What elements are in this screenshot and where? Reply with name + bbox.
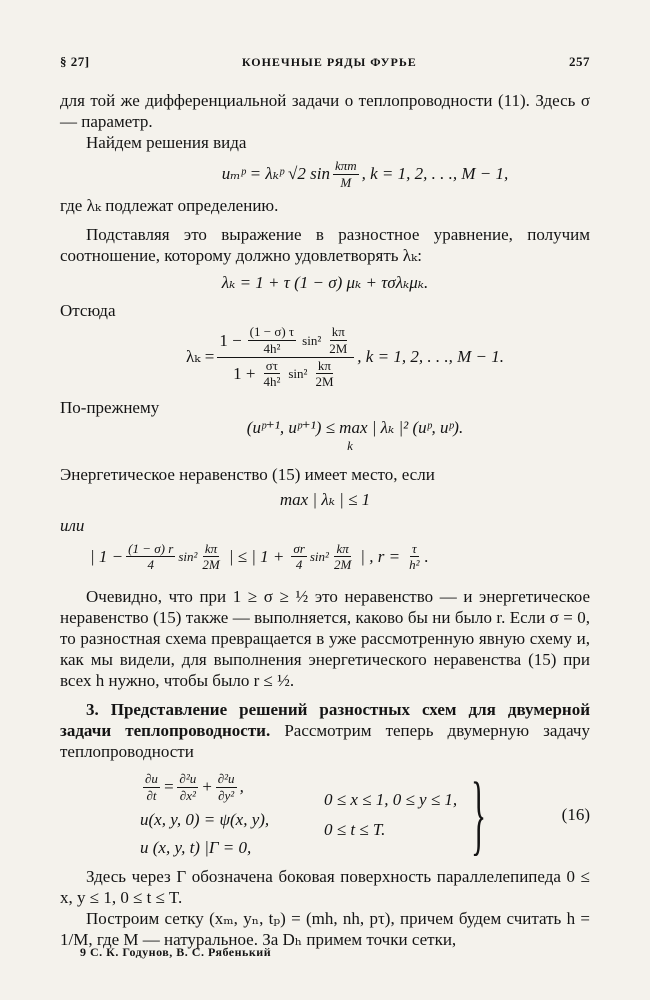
equation-3: [100, 325, 590, 389]
eq6-s1-num: kπ: [204, 540, 218, 556]
paragraph-8: или: [60, 515, 85, 535]
eq3-num-f-den: 4h²: [263, 340, 281, 356]
paragraph-12: Построим сетку (xₘ, yₙ, tₚ) = (mh, nh, pτ), причем будем считать h = 1/M, где M — натуральное. За Dₕ примем точки сетки,: [60, 909, 590, 950]
sys-frac-c: [216, 772, 237, 802]
page-number: 257: [569, 54, 590, 69]
footer-signature: 9 С. К. Годунов, В. С. Рябенький: [80, 945, 272, 959]
eq1-frac-den: M: [340, 174, 352, 190]
sys-frac-b: [177, 772, 198, 802]
sys-frac-b-den: ∂x²: [179, 787, 196, 803]
page: [60, 54, 590, 950]
eq3-den-s-num: kπ: [317, 357, 331, 373]
paragraph-5: Отсюда: [60, 301, 116, 321]
paragraph-10-text: Рассмотрим теперь двумерную задачу теплопроводности: [60, 721, 590, 762]
eq3-denominator: [231, 358, 340, 389]
eq3-num-f-num: (1 − σ) τ: [249, 324, 295, 340]
system-condition-1: 0 ≤ x ≤ 1, 0 ≤ y ≤ 1,: [324, 790, 458, 810]
eq3-num-a: 1 −: [219, 330, 242, 350]
paragraph-1: для той же дифференциальной задачи о теплопроводности (11). Здесь σ — параметр.: [60, 91, 590, 131]
eq6-s2-num: kπ: [336, 540, 349, 556]
paragraph-4: Подставляя это выражение в разностное уравнение, получим соотношение, которому должно удовлетворять λₖ:: [60, 225, 590, 266]
eq3-den-s-den: 2M: [315, 374, 334, 390]
eq6-mid: | ≤ | 1 +: [228, 546, 285, 566]
eq6-f2: [291, 542, 306, 572]
eq6-f1-num: (1 − σ) r: [128, 540, 174, 556]
sys-frac-a: [143, 772, 160, 802]
eq3-num-frac: [248, 325, 296, 355]
sys-plus: +: [201, 777, 213, 797]
eq6-f2-num: σr: [293, 540, 305, 556]
eq3-den-a: 1 +: [233, 363, 256, 383]
system-line-1: [140, 772, 320, 802]
sys-frac-c-den: ∂y²: [218, 787, 235, 803]
eq1-lhs: uₘᵖ = λₖᵖ √2 sin: [221, 164, 330, 184]
paragraph-10: [60, 699, 590, 762]
eq3-main-fraction: [217, 325, 354, 389]
eq3-num-s-num: kπ: [331, 324, 345, 340]
eq4-main: (uᵖ⁺¹, uᵖ⁺¹) ≤ max | λₖ |² (uᵖ, uᵖ).: [246, 417, 464, 437]
eq6-s2: [332, 542, 353, 572]
paragraph-3: где λₖ подлежат определению.: [60, 196, 279, 216]
eq6-dot: .: [424, 546, 429, 566]
eq6-f2-den: 4: [295, 557, 303, 573]
system-line-3: u (x, y, t) |Γ = 0,: [140, 838, 252, 858]
equation-number: (16): [561, 805, 590, 825]
sys-frac-c-num: ∂²u: [217, 770, 235, 786]
eq6-s1: [200, 542, 221, 572]
section-marker: § 27]: [60, 54, 90, 69]
running-header: [60, 54, 590, 70]
paragraph-6: По-прежнему: [60, 397, 160, 417]
sys-frac-a-num: ∂u: [145, 770, 158, 786]
eq1-frac-num: kπm: [334, 158, 357, 173]
eq6-r: [407, 542, 421, 572]
sys-frac-b-num: ∂²u: [179, 770, 197, 786]
eq3-den-frac: [261, 359, 282, 389]
equation-4: [120, 418, 590, 454]
right-brace: }: [471, 765, 487, 865]
section-heading-3: 3. Представление решений разностных схем для двумерной задачи теплопроводности.: [60, 700, 590, 741]
eq6-r-num: τ: [411, 540, 417, 556]
paragraph-2: Найдем решения вида: [86, 133, 247, 152]
paragraph-9: Очевидно, что при 1 ≥ σ ≥ ½ это неравенство — и энергетическое неравенство (15) также — выполняется, каково бы ни было r. Если σ = 0, то разностная схема превращается в уже рассмотренную явную схему и, как мы видели, для выполнения энергетического неравенства (15) при всех h нужно, чтобы было r ≤ ½.: [60, 587, 590, 691]
sys-eq: =: [162, 777, 175, 797]
sys-comma: ,: [239, 777, 244, 797]
eq6-s1-den: 2M: [202, 557, 220, 573]
equation-5: max | λₖ | ≤ 1: [279, 489, 371, 509]
eq1-fraction: [333, 159, 359, 189]
eq6-f1: [126, 542, 175, 572]
eq1-rhs: , k = 1, 2, . . ., M − 1,: [361, 164, 509, 184]
paragraph-7: Энергетическое неравенство (15) имеет место, если: [60, 464, 435, 484]
system-condition-2: 0 ≤ t ≤ T.: [324, 820, 386, 840]
eq4-sub: k: [347, 437, 353, 453]
eq3-den-sin: sin²: [288, 365, 308, 381]
eq3-num-sfrac: [327, 325, 349, 355]
system-left-column: [140, 772, 320, 858]
paragraph-11: Здесь через Γ обозначена боковая поверхность параллелепипеда 0 ≤ x, y ≤ 1, 0 ≤ t ≤ T.: [60, 867, 590, 908]
system-conditions: [324, 790, 457, 840]
eq3-den-f-num: στ: [265, 357, 279, 373]
eq3-num-s-den: 2M: [329, 340, 348, 356]
eq3-lhs: λₖ =: [186, 347, 215, 367]
eq3-den-f-den: 4h²: [263, 374, 281, 390]
eq3-den-sfrac: [313, 359, 335, 389]
equation-2: λₖ = 1 + τ (1 − σ) μₖ + τσλₖμₖ.: [221, 273, 429, 293]
eq6-s2-den: 2M: [333, 557, 352, 573]
equation-6: [90, 542, 590, 572]
equation-1: [140, 159, 590, 189]
eq6-sin1: sin²: [178, 548, 198, 564]
eq6-sin2: sin²: [309, 548, 329, 564]
eq3-num-sin: sin²: [302, 332, 322, 348]
eq3-numerator: [217, 325, 354, 357]
equation-system-16: [140, 765, 590, 865]
eq6-a: | 1 −: [90, 546, 124, 566]
system-line-2: u(x, y, 0) = ψ(x, y),: [140, 810, 270, 830]
eq6-r-den: h²: [409, 557, 420, 573]
eq6-end: | , r =: [360, 546, 401, 566]
eq6-f1-den: 4: [147, 557, 154, 573]
eq3-rhs: , k = 1, 2, . . ., M − 1.: [357, 347, 504, 367]
running-title: КОНЕЧНЫЕ РЯДЫ ФУРЬЕ: [241, 55, 417, 69]
sys-frac-a-den: ∂t: [146, 787, 157, 803]
